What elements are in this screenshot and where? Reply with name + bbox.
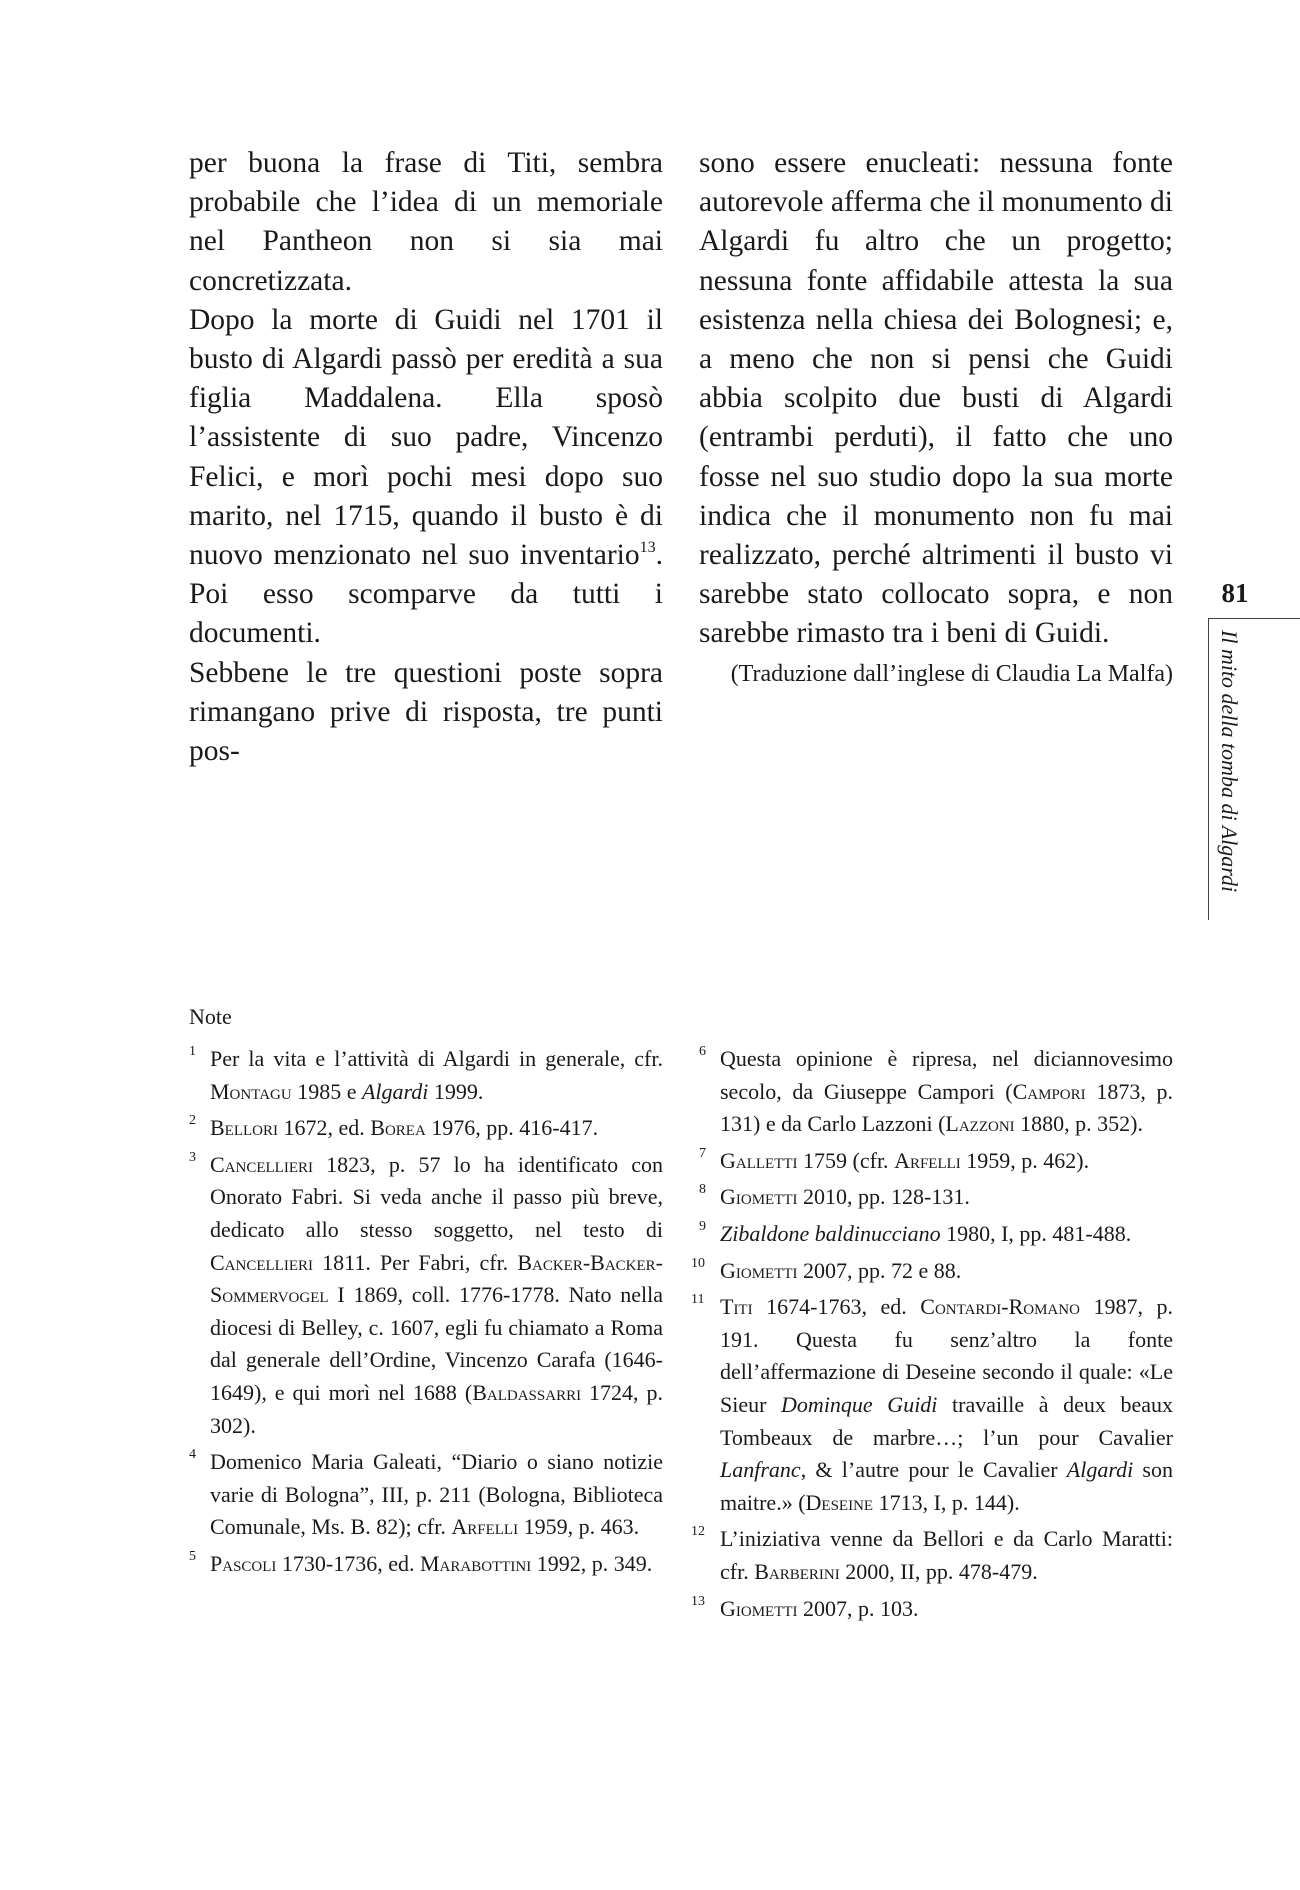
margin-rule bbox=[1208, 618, 1300, 619]
notes-heading: Note bbox=[189, 1004, 232, 1029]
citation-author: Lazzoni bbox=[945, 1111, 1015, 1137]
footnote-number: 13 bbox=[691, 1593, 705, 1609]
footnote bbox=[691, 1593, 1173, 1626]
footnote-number: 9 bbox=[699, 1218, 706, 1234]
citation-title: Algardi bbox=[361, 1078, 429, 1104]
footnote-text: 1959, p. 463. bbox=[518, 1514, 640, 1540]
footnote-text: 1987, p. 191. Questa fu senz’altro la fonte dell’affermazione di Deseine secondo il quale: «Le Sieur bbox=[720, 1294, 1174, 1417]
footnote-number: 5 bbox=[189, 1548, 196, 1564]
citation-author: Galletti bbox=[720, 1147, 798, 1173]
footnote-number: 11 bbox=[691, 1292, 705, 1308]
footnote bbox=[699, 1181, 1173, 1214]
footnote-text: 1730-1736, ed. bbox=[276, 1550, 420, 1576]
citation-author: Marabottini bbox=[420, 1550, 532, 1576]
footnote-text: 2000, II, pp. 478-479. bbox=[839, 1558, 1038, 1584]
footnote-text: 1811. Per Fabri, cfr. bbox=[313, 1249, 518, 1275]
footnote-text: 2007, pp. 72 e 88. bbox=[797, 1257, 962, 1283]
footnote-text: 1999. bbox=[428, 1078, 484, 1104]
footnote-text: 1672, ed. bbox=[278, 1115, 371, 1141]
body-paragraph bbox=[189, 301, 663, 654]
footnote-number: 4 bbox=[189, 1447, 196, 1463]
body-paragraph: Sebbene le tre questioni poste sopra rimangano prive di risposta, tre punti pos- bbox=[189, 656, 663, 768]
citation-author: Arfelli bbox=[894, 1147, 961, 1173]
footnote bbox=[189, 1149, 663, 1442]
body-column-right bbox=[699, 144, 1173, 690]
footnote bbox=[691, 1255, 1173, 1288]
body-text: . Poi esso scomparve da tutti i documenti. bbox=[189, 539, 663, 650]
footnote bbox=[691, 1291, 1174, 1519]
footnote bbox=[189, 1548, 663, 1581]
footnote-number: 6 bbox=[699, 1044, 706, 1059]
footnote-number: 12 bbox=[691, 1524, 705, 1540]
citation-title: Zibaldone baldinucciano bbox=[720, 1220, 941, 1246]
footnote-text: 2010, pp. 128-131. bbox=[797, 1184, 970, 1210]
footnote-text: 1880, p. 352). bbox=[1014, 1111, 1143, 1137]
footnote bbox=[189, 1043, 663, 1108]
citation-author: Baldassarri bbox=[472, 1379, 582, 1405]
running-head: Il mito della tomba di Algardi bbox=[1217, 630, 1242, 893]
footnote-text: 1724, p. 302). bbox=[210, 1379, 663, 1438]
footnote-text: L’iniziativa venne da Bellori e da Carlo Maratti: cfr. bbox=[720, 1526, 1173, 1584]
footnote-number: 7 bbox=[699, 1145, 706, 1161]
body-column-left bbox=[189, 144, 663, 771]
footnote-text: Questa opinione è ripresa, nel diciannovesimo secolo, da Giuseppe Campori ( bbox=[720, 1046, 1173, 1104]
footnote-text: 1674-1763, ed. bbox=[752, 1294, 921, 1320]
citation-author: Giometti bbox=[720, 1257, 798, 1283]
citation-author: Campori bbox=[1012, 1078, 1086, 1104]
footnote-text: , & l’autre pour le Cavalier bbox=[800, 1457, 1067, 1483]
body-paragraph: per buona la frase di Titi, sembra probabile che l’idea di un memoriale nel Pantheon non si sia mai concretizzata. bbox=[189, 147, 663, 297]
footnote-text: 1759 (cfr. bbox=[797, 1147, 895, 1173]
citation-title: Algardi bbox=[1066, 1457, 1134, 1483]
citation-title: Dominque Guidi bbox=[781, 1391, 938, 1417]
citation-author: Cancellieri bbox=[210, 1151, 313, 1177]
footnote-text: 1992, p. 349. bbox=[531, 1550, 653, 1576]
footnote-number: 3 bbox=[189, 1149, 196, 1165]
translation-credit: (Traduzione dall’inglese di Claudia La Malfa) bbox=[730, 660, 1173, 687]
citation-author: Giometti bbox=[720, 1184, 798, 1210]
footnote-text: Domenico Maria Galeati, “Diario o siano notizie varie di Bologna”, III, p. 211 (Bologna, Biblioteca Comunale, Ms. B. 82); cfr. bbox=[210, 1449, 663, 1540]
citation-author: Borea bbox=[370, 1115, 426, 1141]
footnote-text: Per la vita e l’attività di Algardi in generale, cfr. bbox=[210, 1046, 663, 1071]
citation-author: Arfelli bbox=[451, 1514, 519, 1540]
footnote-text: 1976, pp. 416-417. bbox=[425, 1115, 599, 1141]
footnote-ref[interactable]: 13 bbox=[639, 539, 656, 557]
page-number: 81 bbox=[1221, 578, 1249, 608]
margin-vertical-rule bbox=[1208, 619, 1209, 920]
citation-author: Cancellieri bbox=[210, 1249, 313, 1275]
body-paragraph: sono essere enucleati: nessuna fonte autorevole afferma che il monumento di Algardi fu altro che un progetto; nessuna fonte affidabile attesta la sua esistenza nella chiesa dei Bolognesi; e, a meno che non si pensi che Guidi abbia scolpito due busti di Algardi (entrambi perduti), il fatto che uno fosse nel suo studio dopo la sua morte indica che il monumento non fu mai realizzato, perché altrimenti il busto vi sarebbe stato collocato sopra, e non sarebbe rimasto tra i beni di Guidi. bbox=[699, 147, 1173, 650]
footnote-text: travaille à deux beaux Tombeaux de marbre…; l’un pour Cavalier bbox=[720, 1391, 1173, 1450]
notes-column-right bbox=[691, 1043, 1174, 1629]
footnote-text: 1713, I, p. 144). bbox=[873, 1489, 1020, 1515]
citation-author: Backer-Backer-Sommervogel bbox=[210, 1249, 663, 1308]
footnote bbox=[691, 1523, 1173, 1588]
body-text: Dopo la morte di Guidi nel 1701 il busto di Algardi passò per eredità a sua figlia Maddalena. Ella sposò l’assistente di suo padre, Vincenzo Felici, e morì pochi mesi dopo suo marito, nel 1715, quando il busto è di nuovo menzionato nel suo inventario bbox=[189, 303, 663, 572]
footnote-text: I 1869, coll. 1776-1778. Nato nella diocesi di Belley, c. 1607, egli fu chiamato a Roma dal generale dell’Ordine, Vincenzo Carafa (1646-1649), e qui morì nel 1688 ( bbox=[210, 1282, 663, 1405]
citation-author: Barberini bbox=[754, 1558, 840, 1584]
citation-author: Montagu bbox=[210, 1078, 292, 1104]
footnote-number: 1 bbox=[189, 1044, 196, 1059]
footnote-text: 1873, p. 131) e da Carlo Lazzoni ( bbox=[720, 1078, 1174, 1137]
citation-author: Contardi-Romano bbox=[920, 1294, 1080, 1320]
footnote bbox=[699, 1145, 1173, 1178]
footnote-text: 1823, p. 57 lo ha identificato con Onorato Fabri. Si veda anche il passo più breve, dedicato allo stesso soggetto, nel testo di bbox=[210, 1151, 663, 1242]
footnote bbox=[699, 1218, 1173, 1251]
footnote-text: 2007, p. 103. bbox=[797, 1595, 919, 1621]
citation-author: Giometti bbox=[720, 1595, 798, 1621]
citation-author: Deseine bbox=[805, 1489, 874, 1515]
footnote-text: 1980, I, pp. 481-488. bbox=[940, 1220, 1132, 1246]
citation-author: Titi bbox=[720, 1294, 753, 1320]
footnote bbox=[699, 1043, 1173, 1141]
footnote-number: 10 bbox=[691, 1255, 705, 1271]
footnote-text: 1985 e bbox=[291, 1078, 362, 1104]
citation-title: Lanfranc bbox=[720, 1457, 801, 1483]
notes-column-left bbox=[189, 1043, 663, 1585]
footnote-number: 2 bbox=[189, 1113, 196, 1129]
footnote-text: son maitre.» ( bbox=[720, 1457, 1173, 1515]
footnote bbox=[189, 1446, 663, 1544]
footnote-text: 1959, p. 462). bbox=[960, 1147, 1090, 1173]
citation-author: Bellori bbox=[210, 1115, 278, 1141]
citation-author: Pascoli bbox=[210, 1550, 277, 1576]
footnote bbox=[189, 1112, 663, 1145]
footnote-number: 8 bbox=[699, 1182, 706, 1198]
